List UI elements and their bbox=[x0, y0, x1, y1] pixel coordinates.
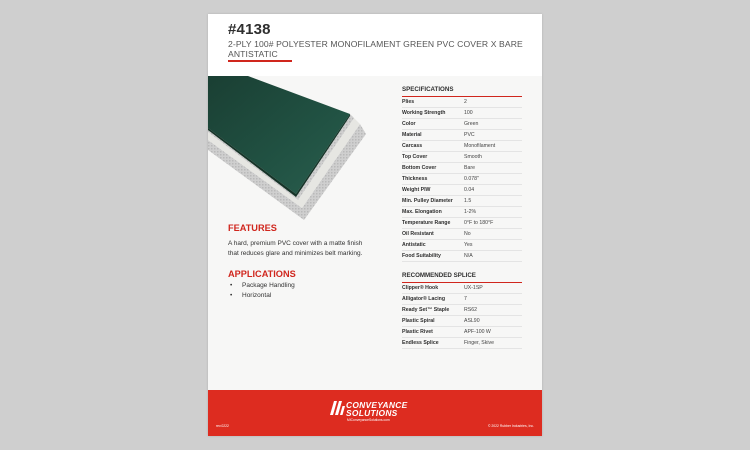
table-row bbox=[402, 229, 522, 240]
product-title: #4138 bbox=[228, 21, 271, 38]
spec-label: Color bbox=[402, 121, 416, 127]
table-row bbox=[402, 251, 522, 262]
spec-value: Green bbox=[464, 121, 479, 127]
table-row bbox=[402, 316, 522, 327]
spec-label: Antistatic bbox=[402, 242, 426, 248]
splice-label: Plastic Spiral bbox=[402, 318, 435, 324]
spec-label: Temperature Range bbox=[402, 220, 451, 226]
table-row bbox=[402, 108, 522, 119]
table-row bbox=[402, 97, 522, 108]
table-row bbox=[402, 196, 522, 207]
spec-label: Max. Elongation bbox=[402, 209, 442, 215]
spec-value: PVC bbox=[464, 132, 475, 138]
splice-value: ASL90 bbox=[464, 318, 480, 324]
spec-value: Yes bbox=[464, 242, 473, 248]
specifications-table bbox=[402, 86, 522, 262]
bullet: • bbox=[230, 282, 233, 289]
spec-label: Food Suitability bbox=[402, 253, 441, 259]
table-row bbox=[402, 327, 522, 338]
spec-label: Thickness bbox=[402, 176, 428, 182]
table-row bbox=[402, 207, 522, 218]
table-row bbox=[402, 294, 522, 305]
spec-value: N/A bbox=[464, 253, 473, 259]
spec-label: Material bbox=[402, 132, 422, 138]
spec-label: Min. Pulley Diameter bbox=[402, 198, 453, 204]
spec-value: Bare bbox=[464, 165, 475, 171]
splice-heading: RECOMMENDED SPLICE bbox=[402, 272, 522, 283]
title-underline bbox=[228, 60, 292, 62]
logo-text-line1: CONVEYANCE bbox=[346, 400, 408, 410]
spec-value: 2 bbox=[464, 99, 467, 105]
spec-label: Oil Resistant bbox=[402, 231, 434, 237]
features-heading: FEATURES bbox=[228, 223, 277, 233]
splice-label: Ready Set™ Staple bbox=[402, 307, 450, 313]
copyright-notice: © 2022 Rubber Industries, Inc. bbox=[487, 424, 534, 428]
spec-label: Working Strength bbox=[402, 110, 446, 116]
splice-value: APF-100 W bbox=[464, 329, 491, 335]
logo-text-line2: SOLUTIONS bbox=[346, 408, 398, 418]
application-label: Package Handling bbox=[242, 282, 295, 289]
applications-list bbox=[230, 281, 295, 300]
spec-value: Monofilament bbox=[464, 143, 496, 149]
spec-label: Top Cover bbox=[402, 154, 428, 160]
footer-band bbox=[208, 390, 542, 436]
spec-value: 100 bbox=[464, 110, 473, 116]
table-row bbox=[402, 185, 522, 196]
spec-label: Plies bbox=[402, 99, 415, 105]
table-row bbox=[402, 338, 522, 349]
recommended-splice-table bbox=[402, 272, 522, 349]
splice-label: Clipper® Hook bbox=[402, 285, 439, 291]
spec-value: 0.078" bbox=[464, 176, 479, 182]
spec-value: 1.5 bbox=[464, 198, 472, 204]
product-subtitle: 2-PLY 100# POLYESTER MONOFILAMENT GREEN PVC COVER X BARE ANTISTATIC bbox=[228, 39, 523, 59]
splice-label: Plastic Rivet bbox=[402, 329, 433, 335]
spec-value: Smooth bbox=[464, 154, 482, 160]
splice-value: 7 bbox=[464, 296, 467, 302]
company-logo bbox=[330, 400, 422, 422]
table-row bbox=[402, 152, 522, 163]
table-row bbox=[402, 141, 522, 152]
datasheet-page bbox=[208, 14, 542, 436]
table-row bbox=[402, 119, 522, 130]
table-row bbox=[402, 174, 522, 185]
features-description: A hard, premium PVC cover with a matte finish that reduces glare and minimizes belt marking. bbox=[228, 240, 363, 257]
belt-image bbox=[208, 76, 378, 226]
list-item bbox=[230, 291, 295, 301]
list-item bbox=[230, 281, 295, 291]
splice-label: Alligator® Lacing bbox=[402, 296, 446, 302]
spec-label: Weight PIW bbox=[402, 187, 431, 193]
splice-value: UX-1SP bbox=[464, 285, 483, 291]
splice-value: Finger, Skive bbox=[464, 340, 494, 346]
splice-label: Endless Splice bbox=[402, 340, 439, 346]
spec-value: 0°F to 180°F bbox=[464, 220, 494, 226]
logo-url: MIConveyanceSolutions.com bbox=[347, 418, 390, 422]
application-label: Horizontal bbox=[242, 291, 272, 299]
spec-value: 0.04 bbox=[464, 187, 475, 193]
spec-label: Carcass bbox=[402, 143, 423, 149]
spec-label: Bottom Cover bbox=[402, 165, 437, 171]
logo-mark-icon bbox=[330, 401, 345, 415]
table-row bbox=[402, 218, 522, 229]
header bbox=[208, 14, 542, 76]
bullet: • bbox=[230, 291, 233, 299]
spec-value: 1-2% bbox=[464, 209, 477, 215]
splice-value: RS62 bbox=[464, 307, 477, 313]
document-code: rev.0222 bbox=[216, 424, 229, 428]
specifications-heading: SPECIFICATIONS bbox=[402, 86, 522, 97]
spec-value: No bbox=[464, 231, 471, 237]
applications-heading: APPLICATIONS bbox=[228, 269, 296, 279]
table-row bbox=[402, 130, 522, 141]
table-row bbox=[402, 163, 522, 174]
table-row bbox=[402, 283, 522, 294]
table-row bbox=[402, 305, 522, 316]
table-row bbox=[402, 240, 522, 251]
